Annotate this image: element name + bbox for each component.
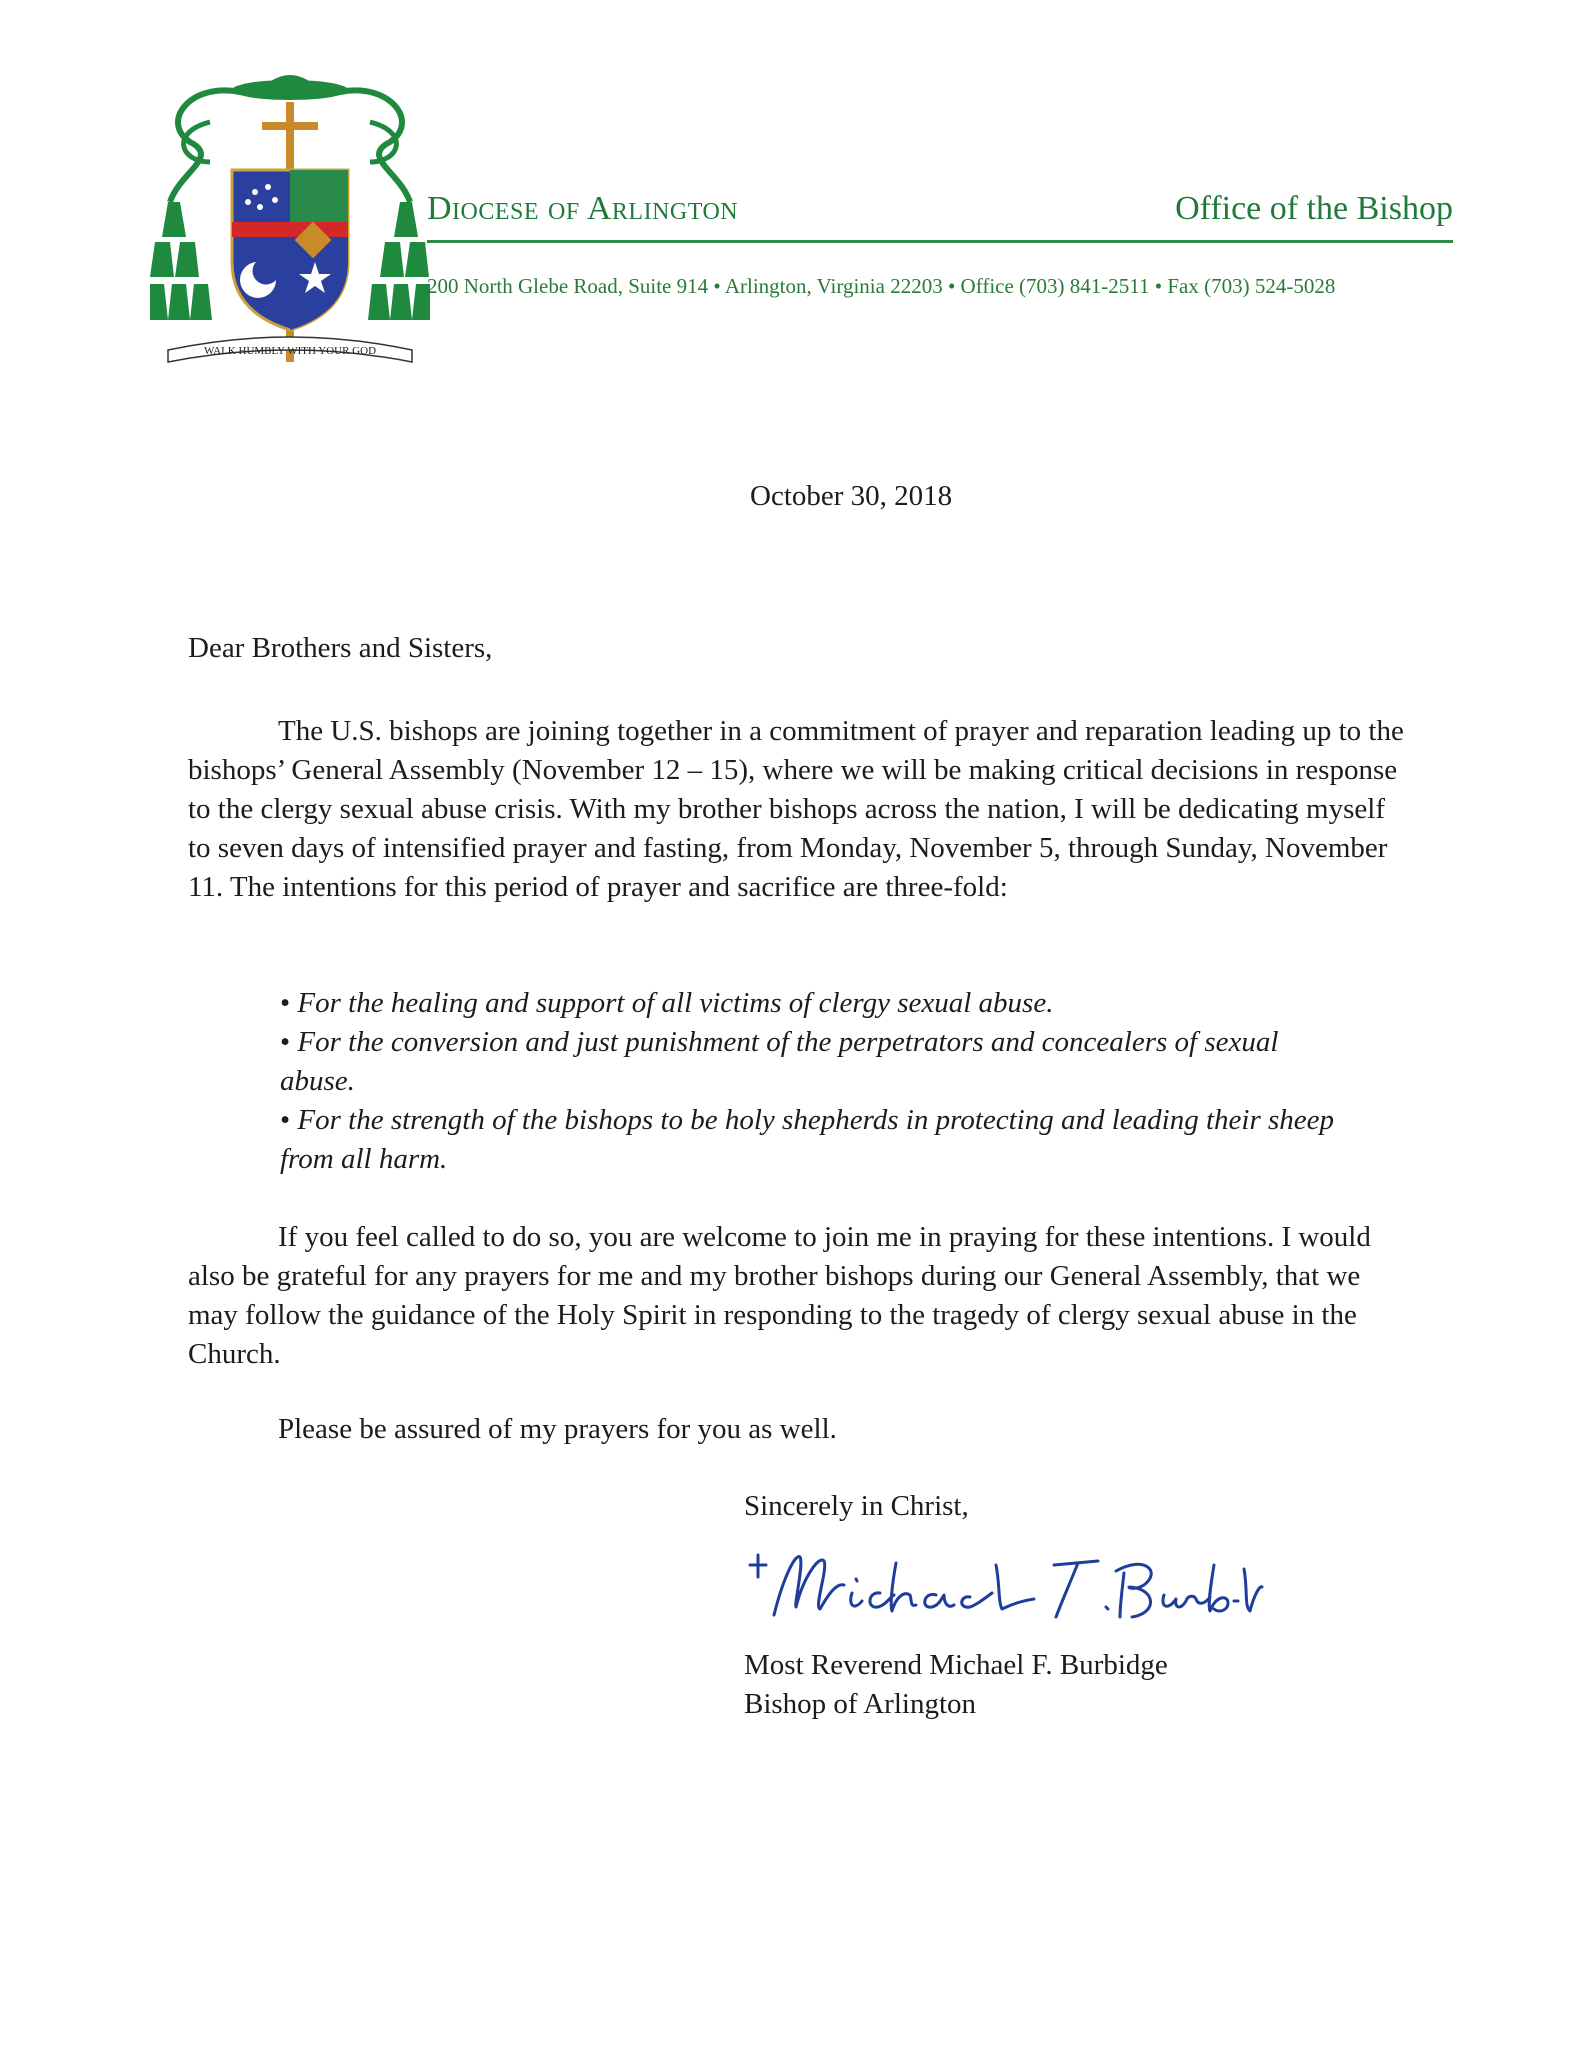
intention-item: • For the strength of the bishops to be holy shepherds in protecting and leading their sheep from all harm. [280, 1101, 1360, 1179]
motto-text: WALK HUMBLY WITH YOUR GOD [203, 345, 377, 357]
salutation: Dear Brothers and Sisters, [188, 632, 493, 664]
paragraph-2: If you feel called to do so, you are welcome to join me in praying for these intentions. I would also be grateful for any prayers for me and my brother bishops during our General Assembly, that we may follow the guidance of the Holy Spirit in responding to the tragedy of clergy sexual abuse in the Church. [188, 1221, 1371, 1370]
intentions-list [280, 984, 1360, 1179]
letterhead-rule [427, 240, 1453, 243]
intention-item: • For the conversion and just punishment of the perpetrators and concealers of sexual abuse. [280, 1023, 1360, 1101]
diocese-name: Diocese of Arlington [427, 190, 739, 227]
letter-date: October 30, 2018 [750, 480, 953, 512]
closing: Sincerely in Christ, [744, 1490, 969, 1522]
signatory-title: Bishop of Arlington [744, 1688, 977, 1720]
letterhead-address: 200 North Glebe Road, Suite 914 • Arlington, Virginia 22203 • Office (703) 841-2511 • Fax (703) 524-5028 [427, 274, 1336, 298]
paragraph-1: The U.S. bishops are joining together in a commitment of prayer and reparation leading up to the bishops’ General Assembly (November 12 – 15), where we will be making critical decisions in response to the clergy sexual abuse crisis. With my brother bishops across the nation, I will be dedicating myself to seven days of intensified prayer and fasting, from Monday, November 5, through Sunday, November 11. The intentions for this period of prayer and sacrifice are three-fold: [188, 715, 1404, 903]
handwritten-signature [744, 1535, 1264, 1645]
coat-of-arms-icon [150, 62, 430, 372]
paragraph-3: Please be assured of my prayers for you as well. [278, 1413, 837, 1445]
intention-item: • For the healing and support of all victims of clergy sexual abuse. [280, 984, 1360, 1023]
office-name: Office of the Bishop [1175, 190, 1453, 227]
signatory-name: Most Reverend Michael F. Burbidge [744, 1649, 1168, 1681]
